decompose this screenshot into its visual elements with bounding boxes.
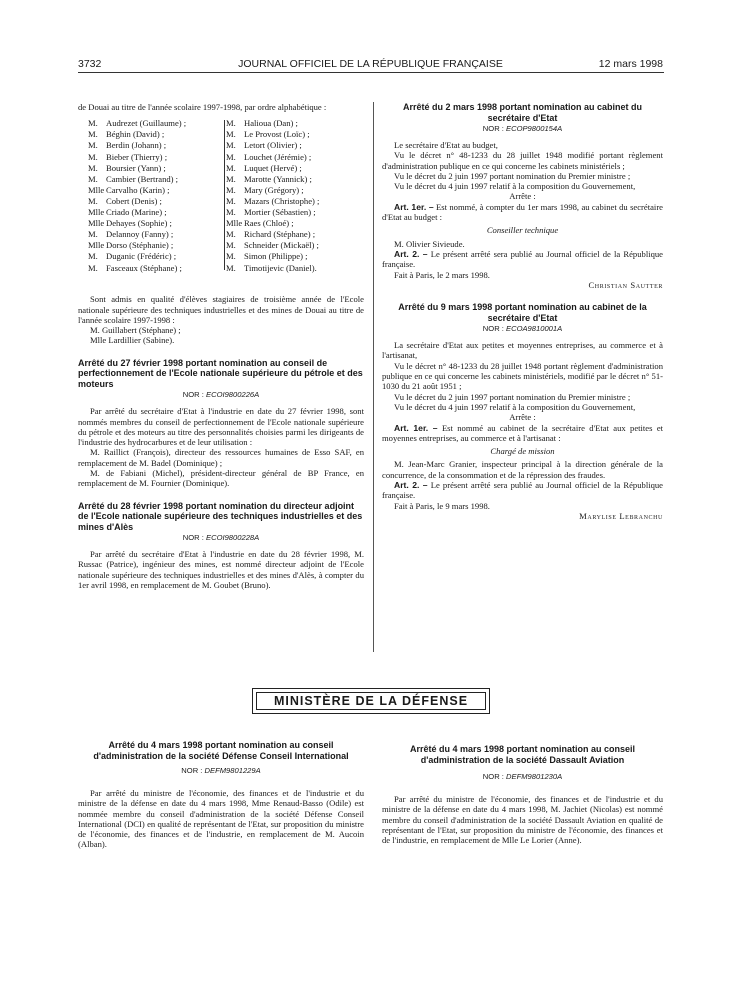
list-item [226, 263, 366, 274]
name-text: Audrezet (Guillaume) ; [106, 118, 187, 129]
list-item [88, 140, 218, 151]
name-text: Richard (Stéphane) ; [244, 229, 316, 240]
nor-code: DEFM9801229A [204, 766, 261, 775]
arrete-2-done: Fait à Paris, le 2 mars 1998. [394, 269, 490, 280]
name-title: M. [226, 151, 236, 162]
arrete-9-nor [382, 323, 663, 334]
name-title: M. [226, 251, 236, 262]
name-title: M. [226, 195, 236, 206]
arrete-28-title: Arrêté du 28 février 1998 portant nomination du directeur adjoint de l'Ecole nationale supérieure des techniques industrielles et des mines d'Alès [78, 500, 363, 532]
arrete-9-signature: Marylise Lebranchu [579, 510, 663, 521]
name-text: Raes (Chloé) ; [244, 218, 294, 229]
list-item [226, 163, 366, 174]
name-text: Timotijevic (Daniel). [244, 262, 317, 273]
name-title: M. [226, 173, 236, 184]
name-title: M. [226, 229, 236, 240]
article-text: Le présent arrêté sera publié au Journal officiel de la République française. [382, 248, 663, 270]
arrete-2-signature: Christian Sautter [588, 279, 663, 290]
nor-code: ECOA9810001A [506, 324, 563, 334]
name-text: Simon (Philippe) ; [244, 251, 308, 262]
article-text: Le présent arrêté sera publié au Journal officiel de la République française. [382, 480, 663, 501]
name-title: Mlle [88, 184, 105, 195]
arrete-9-paragraph-4: Vu le décret du 4 juin 1997 relatif à la composition du Gouvernement, [394, 401, 636, 412]
name-title: M. [226, 162, 236, 173]
list-item [88, 129, 218, 140]
arrete-9-paragraph-3: Vu le décret du 2 juin 1997 portant nomination du Premier ministre ; [394, 391, 631, 402]
arrete-9-paragraph-2: Vu le décret n° 48-1233 du 28 juillet 1948 portant règlement d'administration publique en ce qui concerne les cabinets ministériels, modifié par le décret n° 51-1030 du 21 août 1951 ; [382, 360, 663, 392]
name-text: Duganic (Frédéric) ; [106, 251, 177, 262]
header-rule [78, 72, 664, 73]
name-text: Louchet (Jérémie) ; [244, 151, 312, 162]
list-item [88, 240, 218, 251]
name-title: M. [226, 262, 236, 273]
name-title: M. [88, 262, 98, 273]
ministry-title: MINISTÈRE DE LA DÉFENSE [256, 692, 486, 710]
dci-arrete-title: Arrêté du 4 mars 1998 portant nomination au conseil d'administration de la société Défense Conseil International [93, 740, 349, 761]
arrete-2-paragraph-4: Vu le décret du 4 juin 1997 relatif à la composition du Gouvernement, [394, 181, 636, 192]
nor-code: ECOI9800226A [206, 390, 260, 400]
right-column [382, 102, 663, 521]
name-title: M. [226, 240, 236, 251]
students-list [78, 118, 364, 294]
students-list-col-a [88, 118, 218, 273]
arrete-9-title: Arrêté du 9 mars 1998 portant nomination au cabinet de la secrétaire d'Etat [398, 302, 647, 323]
dassault-arrete-title: Arrêté du 4 mars 1998 portant nomination au conseil d'administration de la société Dassault Aviation [409, 744, 636, 765]
article-text: Est nommé, à compter du 1er mars 1998, au cabinet du secrétaire d'Etat au budget : [382, 201, 663, 223]
arrete-2-person: M. Olivier Sivieude. [394, 238, 465, 249]
dassault-arrete-paragraph: Par arrêté du ministre de l'économie, des finances et de l'industrie et du ministre de la défense en date du 4 mars 1998, M. Jachiet (Nicolas) est nommé membre du conseil d'administration de la société Dassault Aviation en qualité de représentant de l'Etat, sur proposition du ministre de l'économie, des finances et de l'industrie, en remplacement de Mlle Le Lorier (Anne). [382, 794, 663, 846]
admitted-name-2: Mlle Lardillier (Sabine). [90, 335, 175, 346]
name-title: Mlle [88, 207, 105, 218]
name-text: Dehayes (Sophie) ; [106, 218, 172, 229]
arrete-2-paragraph-1: Le secrétaire d'Etat au budget, [394, 140, 498, 150]
dassault-arrete-nor [382, 771, 663, 782]
list-item [226, 152, 366, 163]
name-title: M. [88, 251, 98, 262]
name-text: Delannoy (Fanny) ; [106, 229, 174, 240]
name-title: Mlle [88, 240, 105, 251]
name-title: M. [88, 129, 98, 140]
bottom-left-column [78, 740, 364, 850]
name-text: Letort (Olivier) ; [244, 140, 302, 151]
list-item [88, 251, 218, 262]
name-text: Berdin (Johann) ; [106, 140, 167, 151]
list-item [88, 218, 218, 229]
name-text: Cambier (Bertrand) ; [106, 173, 179, 184]
list-item [88, 152, 218, 163]
article-text: Est nommé au cabinet de la secrétaire d'Etat aux petites et moyennes entreprises, au commerce et à l'artisanat : [382, 422, 664, 443]
name-title: M. [88, 173, 98, 184]
name-title: M. [88, 229, 98, 240]
arrete-28-nor [78, 532, 364, 543]
bottom-right-column [382, 744, 663, 845]
list-item [88, 174, 218, 185]
name-text: Le Provost (Loïc) ; [244, 129, 310, 140]
name-text: Bieber (Thierry) ; [106, 151, 168, 162]
students-list-col-b [226, 118, 366, 273]
list-item [226, 251, 366, 262]
list-item [226, 207, 366, 218]
name-text: Cobert (Denis) ; [106, 195, 162, 206]
nor-code: ECOI9800228A [206, 533, 260, 543]
arrete-2-nor [382, 123, 663, 134]
list-divider [224, 120, 225, 270]
article-label: Art. 1er. – [394, 422, 438, 433]
page-number: 3732 [78, 58, 102, 70]
list-item [226, 174, 366, 185]
list-intro: de Douai au titre de l'année scolaire 1997-1998, par ordre alphabétique : [78, 102, 327, 112]
arrete-2-role: Conseiller technique [486, 225, 559, 236]
name-text: Luquet (Hervé) ; [244, 162, 302, 173]
nor-code: ECOP9800154A [506, 124, 563, 133]
name-title: M. [226, 207, 236, 218]
arrete-27-nor [78, 389, 364, 400]
list-item [88, 185, 218, 196]
name-text: Carvalho (Karin) ; [106, 184, 170, 195]
nor-label: NOR : [482, 124, 504, 133]
arrete-9-arrete: Arrête : [509, 412, 536, 423]
arrete-9-role: Chargé de mission [490, 446, 555, 457]
list-item [226, 240, 366, 251]
name-text: Fasceaux (Stéphane) ; [106, 262, 182, 273]
article-label: Art. 2. – [394, 480, 428, 491]
arrete-2-arrete: Arrête : [509, 191, 536, 202]
nor-label: NOR : [482, 772, 504, 781]
arrete-9-article-2 [382, 480, 663, 501]
article-label: Art. 2. – [394, 248, 428, 259]
list-item [226, 129, 366, 140]
name-title: M. [226, 118, 236, 129]
arrete-2-article-1 [382, 202, 663, 223]
name-text: Boursier (Yann) ; [106, 162, 166, 173]
name-title: M. [88, 195, 98, 206]
running-header [78, 58, 663, 72]
name-title: M. [88, 151, 98, 162]
nor-label: NOR : [182, 390, 204, 400]
name-text: Béghin (David) ; [106, 129, 165, 140]
admitted-text: Sont admis en qualité d'élèves stagiaires de troisième année de l'Ecole nationale supérieure des techniques industrielles et des mines de Douai au titre de l'année scolaire 1997-1998 : [78, 294, 364, 325]
arrete-28-paragraph-1: Par arrêté du secrétaire d'Etat à l'industrie en date du 28 février 1998, M. Russac (Patrice), ingénieur des mines, est nommé directeur adjoint de l'Ecole nationale supérieure des techniques industrielles et des mines d'Alès, à compter du 1er avril 1998, en remplacement de M. Goubet (Bruno). [78, 549, 364, 591]
dci-arrete-nor [78, 765, 364, 776]
nor-label: NOR : [181, 766, 203, 775]
name-text: Halioua (Dan) ; [244, 118, 298, 129]
list-item [88, 263, 218, 274]
name-text: Schneider (Mickaël) ; [244, 240, 319, 251]
arrete-27-paragraph-3: M. de Fabiani (Michel), président-directeur général de BP France, en remplacement de M. Fournier (Dominique). [78, 468, 364, 489]
nor-label: NOR : [482, 324, 504, 334]
arrete-9-article-1 [382, 423, 663, 444]
article-label: Art. 1er. – [394, 201, 434, 212]
issue-date: 12 mars 1998 [598, 58, 663, 70]
nor-code: DEFM9801230A [506, 772, 563, 781]
name-text: Mortier (Sébastien) ; [244, 207, 316, 218]
name-text: Marotte (Yannick) ; [244, 173, 312, 184]
arrete-2-paragraph-2: Vu le décret n° 48-1233 du 28 juillet 1948 modifié portant règlement d'administration publique en ce qui concerne les cabinets ministériels ; [382, 150, 663, 171]
list-item [226, 185, 366, 196]
name-text: Criado (Marine) ; [106, 207, 167, 218]
name-title: M. [226, 140, 236, 151]
arrete-2-paragraph-3: Vu le décret du 2 juin 1997 portant nomination du Premier ministre ; [394, 170, 631, 181]
arrete-27-paragraph-1: Par arrêté du secrétaire d'Etat à l'industrie en date du 27 février 1998, sont nommés membres du conseil de perfectionnement de l'Ecole nationale supérieure du pétrole et des moteurs au titre des personnalités choisies parmi les dirigeants de l'industrie des hydrocarbures et de leur utilisation : [78, 406, 364, 448]
name-title: Mlle [88, 218, 105, 229]
name-text: Mazars (Christophe) ; [244, 195, 320, 206]
list-item [226, 218, 366, 229]
arrete-27-paragraph-2: M. Raillict (François), directeur des ressources humaines de Esso SAF, en remplacement de M. Badel (Dominique) ; [78, 447, 364, 468]
list-item [88, 196, 218, 207]
list-item [88, 118, 218, 129]
name-title: Mlle [226, 218, 243, 229]
journal-title: JOURNAL OFFICIEL DE LA RÉPUBLIQUE FRANÇAISE [238, 58, 503, 70]
arrete-9-paragraph-1: La secrétaire d'Etat aux petites et moyennes entreprises, au commerce et à l'artisanat, [382, 340, 663, 361]
list-item [226, 118, 366, 129]
dci-arrete-paragraph: Par arrêté du ministre de l'économie, des finances et de l'industrie et du ministre de la défense en date du 4 mars 1998, Mme Renaud-Basso (Odile) est nommée membre du conseil d'administration de la société Défense Conseil International (DCI) en qualité de représentant de l'Etat, sur proposition du ministre de l'économie, des finances et de l'industrie, en remplacement de M. Aucoin (Alban). [78, 788, 364, 850]
list-item [88, 207, 218, 218]
admitted-name-1: M. Guillabert (Stéphane) ; [90, 325, 181, 336]
arrete-2-article-2 [382, 249, 663, 270]
arrete-27-title: Arrêté du 27 février 1998 portant nomination au conseil de perfectionnement de l'Ecole nationale supérieure du pétrole et des moteurs [78, 357, 363, 389]
left-column [78, 102, 364, 590]
list-item [226, 140, 366, 151]
list-item [88, 229, 218, 240]
name-title: M. [226, 129, 236, 140]
name-title: M. [88, 118, 98, 129]
arrete-9-person: M. Jean-Marc Granier, inspecteur principal à la direction générale de la concurrence, de la consommation et de la répression des fraudes. [382, 459, 663, 480]
name-text: Dorso (Stéphanie) ; [106, 240, 174, 251]
list-item [88, 163, 218, 174]
name-title: M. [88, 162, 98, 173]
name-text: Mary (Grégory) ; [244, 184, 304, 195]
arrete-9-done: Fait à Paris, le 9 mars 1998. [394, 500, 490, 511]
list-item [226, 229, 366, 240]
name-title: M. [226, 184, 236, 195]
name-title: M. [88, 140, 98, 151]
ministry-banner [252, 688, 490, 714]
arrete-2-title: Arrêté du 2 mars 1998 portant nomination au cabinet du secrétaire d'Etat [402, 102, 643, 123]
list-item [226, 196, 366, 207]
nor-label: NOR : [182, 533, 204, 543]
column-divider [373, 102, 374, 652]
